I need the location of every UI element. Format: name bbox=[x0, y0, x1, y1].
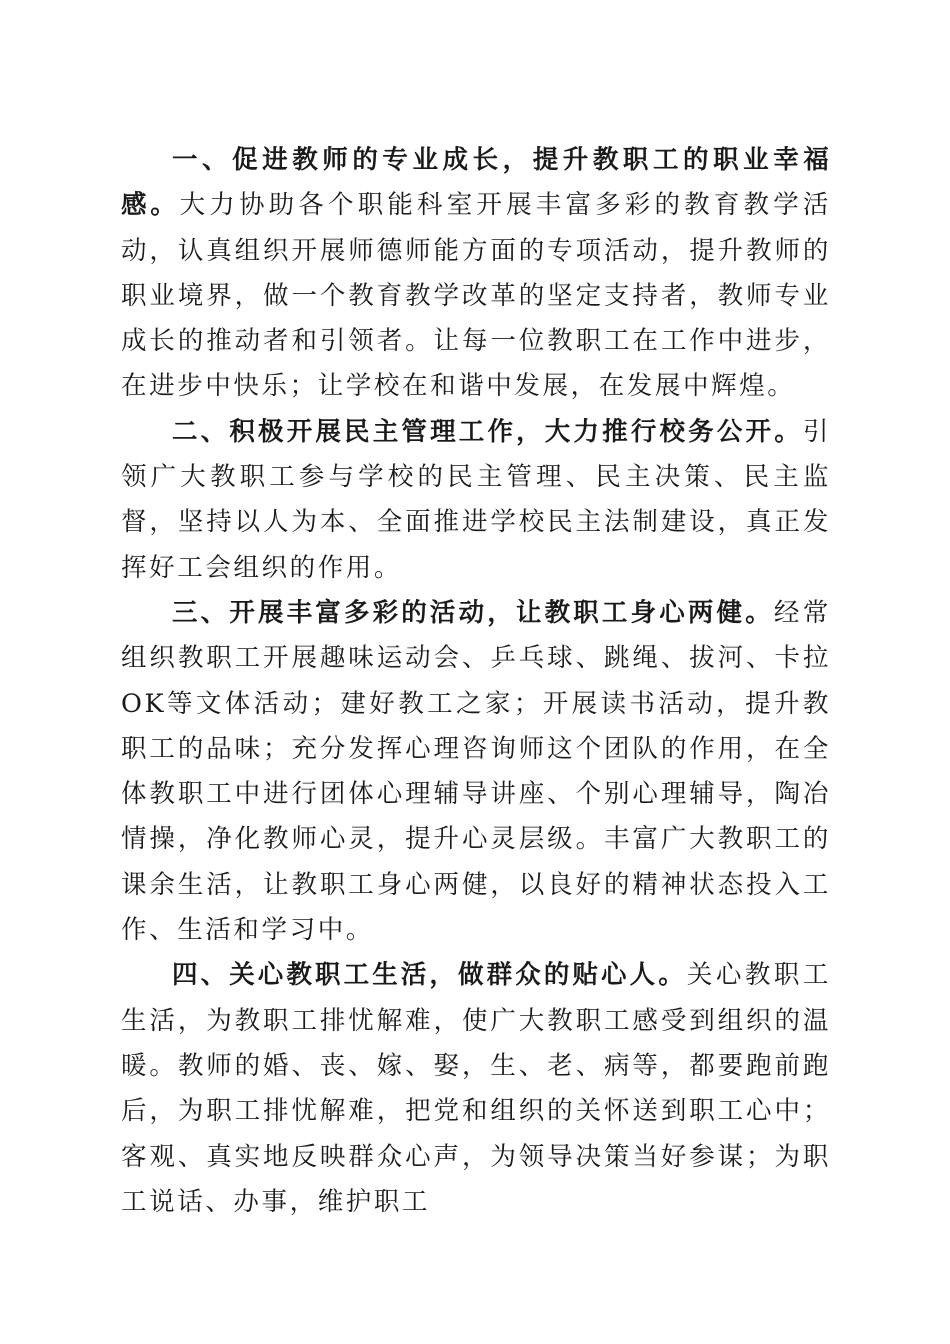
paragraph-1-heading: 一、促进教师的专业成长，提升教职工的职业幸福感。 bbox=[121, 145, 831, 221]
paragraph-2-heading: 二、积极开展民主管理工作，大力推行校务公开。 bbox=[172, 416, 803, 447]
paragraph-2 bbox=[121, 410, 831, 591]
paragraph-3 bbox=[121, 591, 831, 953]
paragraph-2-body: 引领广大教职工参与学校的民主管理、民主决策、民主监督，坚持以人为本、全面推进学校民主法制建设，真正发挥好工会组织的作用。 bbox=[121, 416, 831, 583]
paragraph-3-body: 经常组织教职工开展趣味运动会、乒乓球、跳绳、拔河、卡拉OK等文体活动；建好教工之家；开展读书活动，提升教职工的品味；充分发挥心理咨询师这个团队的作用，在全体教职工中进行团体心理辅导讲座、个别心理辅导，陶冶情操，净化教师心灵，提升心灵层级。丰富广大教职工的课余生活，让教职工身心两健，以良好的精神状态投入工作、生活和学习中。 bbox=[121, 597, 832, 946]
paragraph-1-body: 大力协助各个职能科室开展丰富多彩的教育教学活动，认真组织开展师德师能方面的专项活动，提升教师的职业境界，做一个教育教学改革的坚定支持者，教师专业成长的推动者和引领者。让每一位教职工在工作中进步，在进步中快乐；让学校在和谐中发展，在发展中辉煌。 bbox=[121, 190, 832, 402]
paragraph-4-body: 关心教职工生活，为教职工排忧解难，使广大教职工感受到组织的温暖。教师的婚、丧、嫁、娶，生、老、病等，都要跑前跑后，为职工排忧解难，把党和组织的关怀送到职工心中；客观、真实地反映群众心声，为领导决策当好参谋；为职工说话、办事，维护职工 bbox=[121, 960, 831, 1217]
paragraph-3-heading: 三、开展丰富多彩的活动，让教职工身心两健。 bbox=[172, 597, 774, 628]
paragraph-4-heading: 四、关心教职工生活，做群众的贴心人。 bbox=[172, 960, 687, 991]
paragraph-1 bbox=[121, 138, 831, 410]
document-body bbox=[121, 138, 831, 1225]
paragraph-4 bbox=[121, 953, 831, 1225]
